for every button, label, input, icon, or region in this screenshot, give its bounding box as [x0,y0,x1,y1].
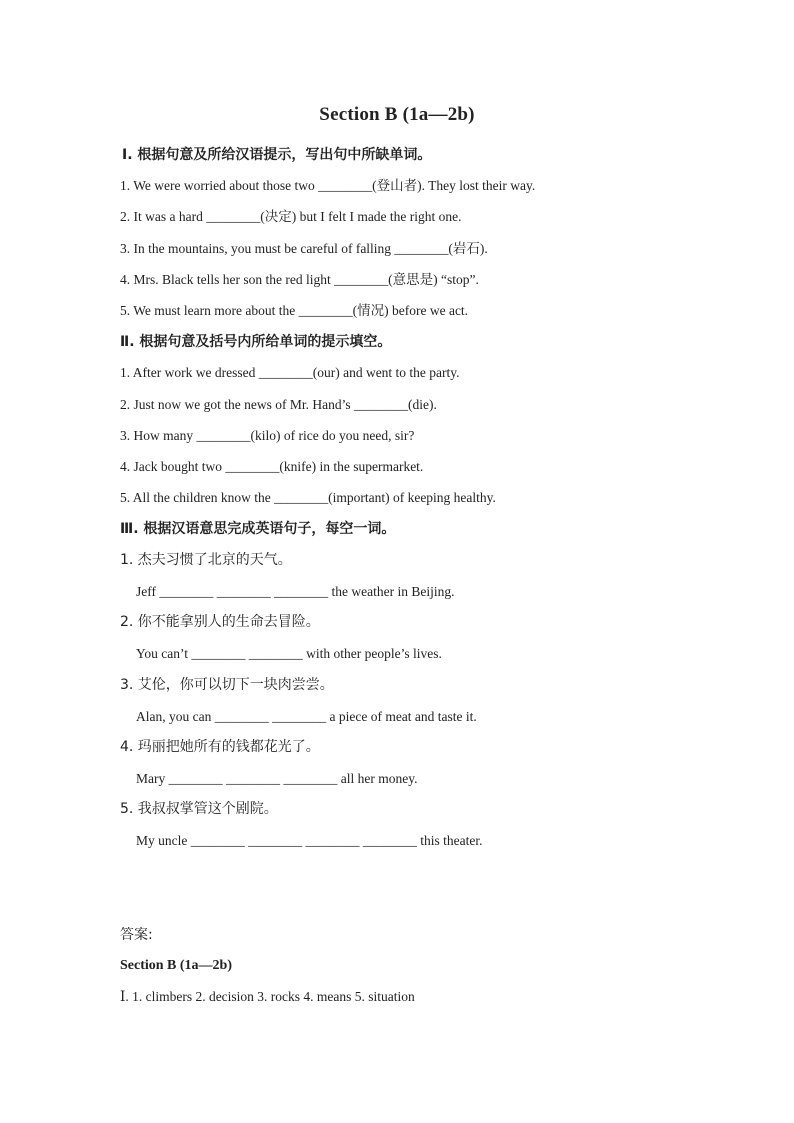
section-2-item: 3. How many ________(kilo) of rice do you need, sir? [120,428,415,443]
section-3-chinese-prompt: 2. 你不能拿别人的生命去冒险。 [120,614,320,630]
section-2-item: 2. Just now we got the news of Mr. Hand’s ________(die). [120,397,437,412]
section-1-item: 5. We must learn more about the ________(情况) before we act. [120,303,469,318]
answers-title: Section B (1a—2b) [120,958,232,973]
section-1-item: 3. In the mountains, you must be careful of falling ________(岩石). [120,241,488,256]
section-1-heading: Ⅰ. 根据句意及所给汉语提示，写出句中所缺单词。 [122,147,432,163]
section-1-item: 1. We were worried about those two ________(登山者). They lost their way. [120,178,536,193]
answers-line: Ⅰ. 1. climbers 2. decision 3. rocks 4. means 5. situation [120,989,415,1004]
section-2-item: 4. Jack bought two ________(knife) in the supermarket. [120,459,424,474]
section-3-english-blank: Jeff ________ ________ ________ the weather in Beijing. [136,584,455,599]
section-3-english-blank: My uncle ________ ________ ________ ________ this theater. [136,833,483,848]
section-3-english-blank: Mary ________ ________ ________ all her money. [136,771,418,786]
section-2-heading: Ⅱ. 根据句意及括号内所给单词的提示填空。 [120,334,392,350]
section-3-chinese-prompt: 5. 我叔叔掌管这个剧院。 [120,801,278,817]
section-3-english-blank: You can’t ________ ________ with other people’s lives. [136,646,442,661]
section-3-english-blank: Alan, you can ________ ________ a piece of meat and taste it. [136,709,477,724]
section-3-chinese-prompt: 3. 艾伦，你可以切下一块肉尝尝。 [120,677,334,693]
page-title: Section B (1a—2b) [319,104,475,125]
section-3-heading: Ⅲ. 根据汉语意思完成英语句子，每空一词。 [120,521,396,537]
section-2-item: 5. All the children know the ________(important) of keeping healthy. [120,490,496,505]
section-3-chinese-prompt: 4. 玛丽把她所有的钱都花光了。 [120,739,320,755]
section-1-item: 2. It was a hard ________(决定) but I felt I made the right one. [120,209,462,224]
section-3-chinese-prompt: 1. 杰夫习惯了北京的天气。 [120,552,292,568]
section-2-item: 1. After work we dressed ________(our) and went to the party. [120,365,460,380]
section-1-item: 4. Mrs. Black tells her son the red light ________(意思是) “stop”. [120,272,479,287]
answers-label: 答案: [120,927,153,943]
